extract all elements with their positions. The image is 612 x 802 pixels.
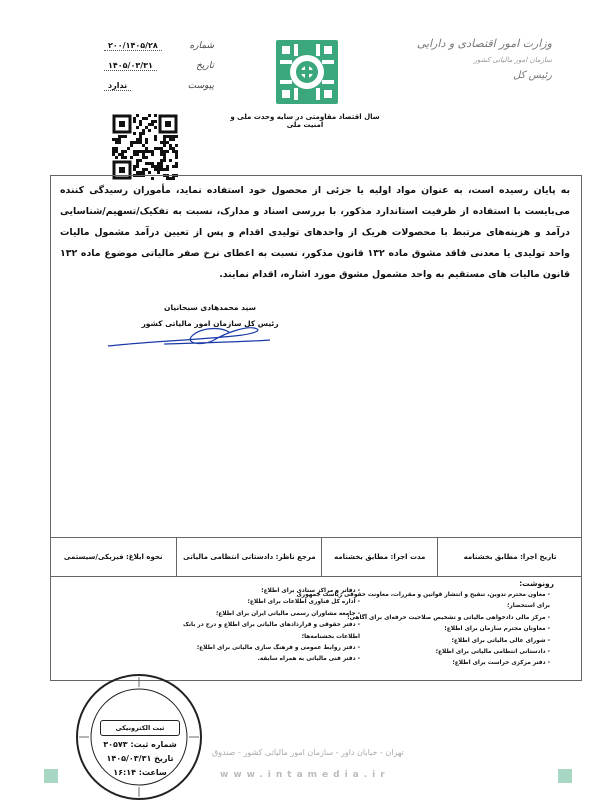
letter-header-meta [104,36,214,96]
date-label: تاریخ [196,61,214,71]
cc-item: - اداره کل فناوری اطلاعات برای اطلاع؛ [247,599,360,606]
letter-body: به پایان رسیده است، به عنوان مواد اولیه یا جزئی از محصول خود استفاده نماید، مأموران رسیدگی کننده می‌بایست با استفاده از ظرفیت استاندارد مذکور، با بررسی اسناد و مدارک، نسبت به تفکیک/تسهیم/شناسایی درآمد و هزینه‌های مرتبط با محصولات هریک از واحدهای تولیدی اقدام و پس از تعیین درآمد مشمول مالیات واحد تولیدی یا معدنی فاقد مشوق ماده ۱۳۲ قانون مذکور، نسبت به اعطای نرخ صفر مالیاتی موضوع ماده ۱۳۲ قانون مالیات های مستقیم به واحد مشمول مشوق مورد اشاره، اقدام نمایند. [60,185,570,280]
cc-title: رونوشت: [519,579,554,588]
cc-item: - دفاتر و مراکز ستادی برای اطلاع؛ [261,588,360,594]
number-label: شماره [189,41,214,51]
cc-item: - معاون محترم تدوین، تنقیح و انتشار قوانین و مقررات، معاونت حقوقی ریاست جمهوری برای استحضار؛ [296,592,550,610]
stamp-date: تاریخ ۱۴۰۵/۰۳/۳۱ [106,754,174,763]
attachment-label: پیوست [187,81,214,91]
supervising-authority: مرجع ناظر: دادستانی انتظامی مالیاتی [176,538,321,576]
signer-title: رئیس کل سازمان امور مالیاتی کشور [141,319,279,328]
year-motto: سال اقتصاد مقاومتی در سایه وحدت ملی و امنیت ملی [230,113,380,129]
cc-item: - دفتر روابط عمومی و فرهنگ سازی مالیاتی برای اطلاع؛ [196,645,360,652]
cc-item: - دفتر مرکزی حراست برای اطلاع؛ [452,660,550,667]
cc-item: - مرکز مالی دادخواهی مالیاتی و تشخیص صلاحیت حرفه‌ای برای آگاهی؛ [347,614,550,621]
notification-method: نحوه ابلاغ: فیزیکی/سیستمی [63,553,163,561]
ministry-heading [402,36,552,84]
letter-attachment-row [104,76,214,96]
stamp-title: ثبت الکترونیکی [100,720,180,736]
validity-period: مدت اجرا: مطابق بخشنامه [321,538,437,576]
cc-item: - جامعه مشاوران رسمی مالیاتی ایران برای اطلاع؛ [215,610,360,617]
qr-code-icon [112,114,178,180]
tax-organization-logo-icon [274,38,340,106]
cc-list-left [170,586,360,666]
footer-website-link[interactable]: www.intamedia.ir [220,770,390,780]
effective-date: تاریخ اجرا: مطابق بخشنامه [437,538,582,576]
ministry-name: وزارت امور اقتصادی و دارایی [416,37,552,50]
footer-square-left [44,769,58,783]
date-value: ۱۴۰۵/۰۳/۳۱ [104,61,157,71]
cc-item: - دادستانی انتظامی مالیاتی برای اطلاع؛ [435,649,550,656]
cc-item: - دفتر فنی مالیاتی به همراه سابقه. [257,656,360,663]
footer-address: تهران - خیابان داور - سازمان امور مالیاتی کشور - صندوق [212,748,404,757]
stamp-number: شماره ثبت: ۳۰۵۷۳ [103,740,177,749]
letter-date-row [104,56,214,76]
signature-icon [104,320,274,352]
footer-square-right [558,769,572,783]
letter-number-row [104,36,214,56]
stamp-time: ساعت: ۱۶:۱۴ [113,768,167,777]
organization-name: سازمان امور مالیاتی کشور [473,56,552,64]
letter-meta-row [50,537,582,577]
number-value: ۲۰۰/۱۴۰۵/۲۸ [104,41,162,51]
cc-item: - معاونان محترم سازمان برای اطلاع؛ [444,626,550,633]
stamp-details [100,720,180,780]
attachment-value: ندارد [104,81,131,91]
cc-item: - شورای عالی مالیاتی برای اطلاع؛ [451,637,550,644]
signer-name: سید محمدهادی سبحانیان [164,303,256,312]
office-title: رئیس کل [513,70,552,81]
cc-item: - دفتر حقوقی و قراردادهای مالیاتی برای اطلاع و درج در بانک اطلاعات بخشنامه‌ها؛ [182,622,360,640]
